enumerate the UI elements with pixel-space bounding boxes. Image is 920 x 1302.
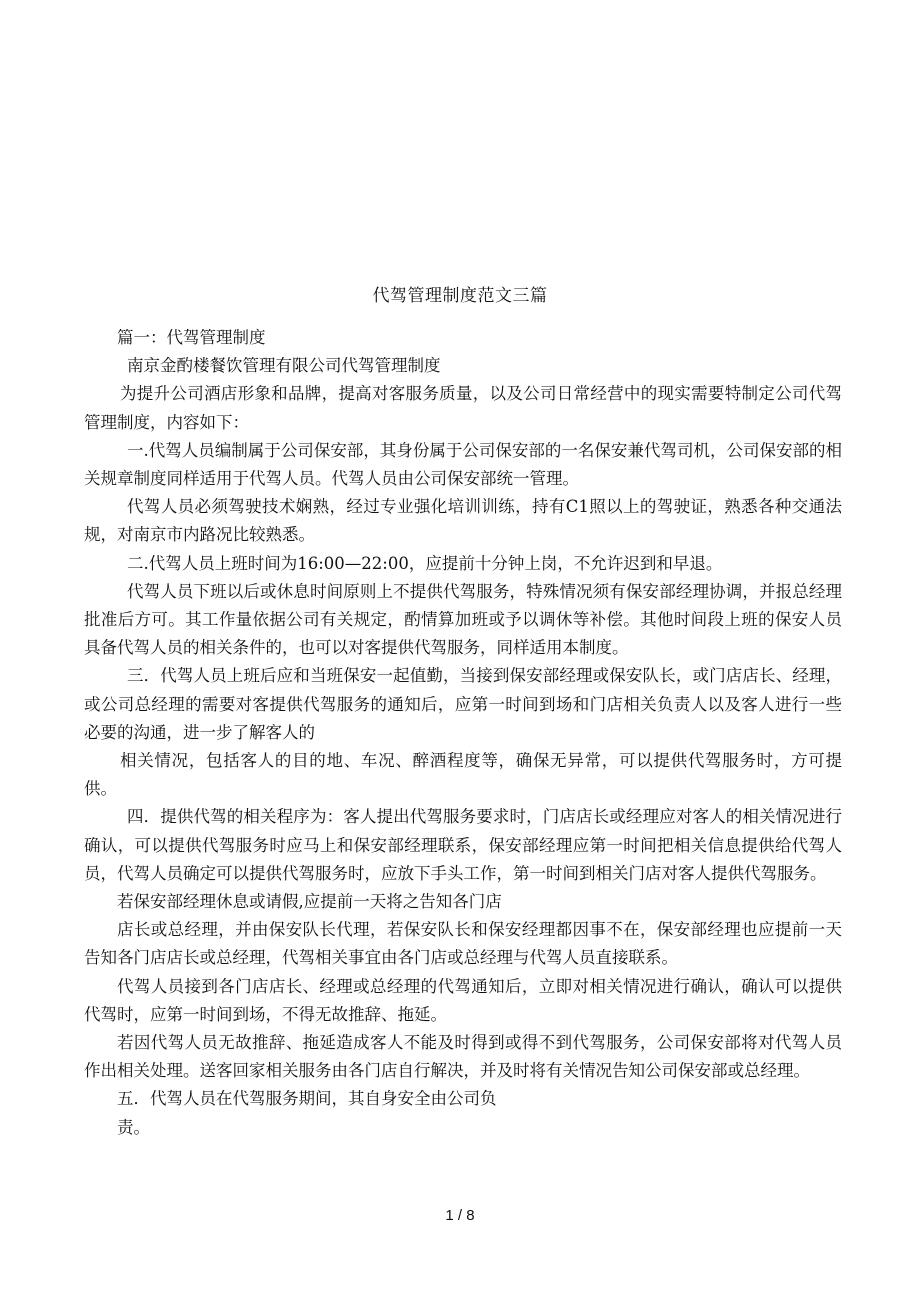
company-policy-title: 南京金酌楼餐饮管理有限公司代驾管理制度	[127, 356, 441, 376]
paragraph: 四．提供代驾的相关程序为：客人提出代驾服务要求时，门店店长或经理应对客人的相关情况进行确认，可以提供代驾服务时应马上和保安部经理联系，保安部经理应第一时间把相关信息提供给代驾人员，代驾人员确定可以提供代驾服务时，应放下手头工作，第一时间到相关门店对客人提供代驾服务。	[84, 807, 842, 883]
paragraph: 代驾人员必须驾驶技术娴熟，经过专业强化培训训练，持有C1照以上的驾驶证，熟悉各种交通法规，对南京市内路况比较熟悉。	[84, 497, 842, 545]
paragraph: 若因代驾人员无故推辞、拖延造成客人不能及时得到或得不到代驾服务，公司保安部将对代驾人员作出相关处理。送客回家相关服务由各门店自行解决，并及时将有关情况告知公司保安部或总经理。	[84, 1033, 842, 1081]
paragraph: 一.代驾人员编制属于公司保安部，其身份属于公司保安部的一名保安兼代驾司机，公司保安部的相关规章制度同样适用于代驾人员。代驾人员由公司保安部统一管理。	[84, 440, 842, 489]
paragraph: 二.代驾人员上班时间为16:00—22:00，应提前十分钟上岗，不允许迟到和早退。	[127, 553, 723, 573]
paragraph: 店长或总经理，并由保安队长代理，若保安队长和保安经理都因事不在，保安部经理也应提前一天告知各门店店长或总经理，代驾相关事宜由各门店或总经理与代驾人员直接联系。	[84, 920, 842, 968]
paragraph: 三．代驾人员上班后应和当班保安一起值勤，当接到保安部经理或保安队长，或门店店长、经理，或公司总经理的需要对客提供代驾服务的通知后，应第一时间到场和门店相关负责人以及客人进行一些必要的沟通，进一步了解客人的	[84, 666, 842, 742]
paragraph: 五．代驾人员在代驾服务期间，其自身安全由公司负	[117, 1089, 497, 1109]
page-number: 1 / 8	[445, 1207, 475, 1224]
document-body	[84, 324, 842, 1142]
section-heading: 篇一：代驾管理制度	[117, 328, 266, 347]
paragraph: 为提升公司酒店形象和品牌，提高对客服务质量，以及公司日常经营中的现实需要特制定公司代驾管理制度，内容如下：	[84, 384, 842, 432]
paragraph: 若保安部经理休息或请假,应提前一天将之告知各门店	[117, 892, 502, 912]
paragraph: 相关情况，包括客人的目的地、车况、醉酒程度等，确保无异常，可以提供代驾服务时，方可提供。	[84, 751, 842, 799]
document-title: 代驾管理制度范文三篇	[372, 286, 548, 306]
paragraph: 责。	[117, 1117, 150, 1137]
paragraph: 代驾人员接到各门店店长、经理或总经理的代驾通知后，立即对相关情况进行确认，确认可以提供代驾时，应第一时间到场，不得无故推辞、拖延。	[84, 976, 842, 1024]
paragraph: 代驾人员下班以后或休息时间原则上不提供代驾服务，特殊情况须有保安部经理协调，并报总经理批准后方可。其工作量依据公司有关规定，酌情算加班或予以调休等补偿。其他时间段上班的保安人员具备代驾人员的相关条件的，也可以对客提供代驾服务，同样适用本制度。	[84, 581, 842, 658]
